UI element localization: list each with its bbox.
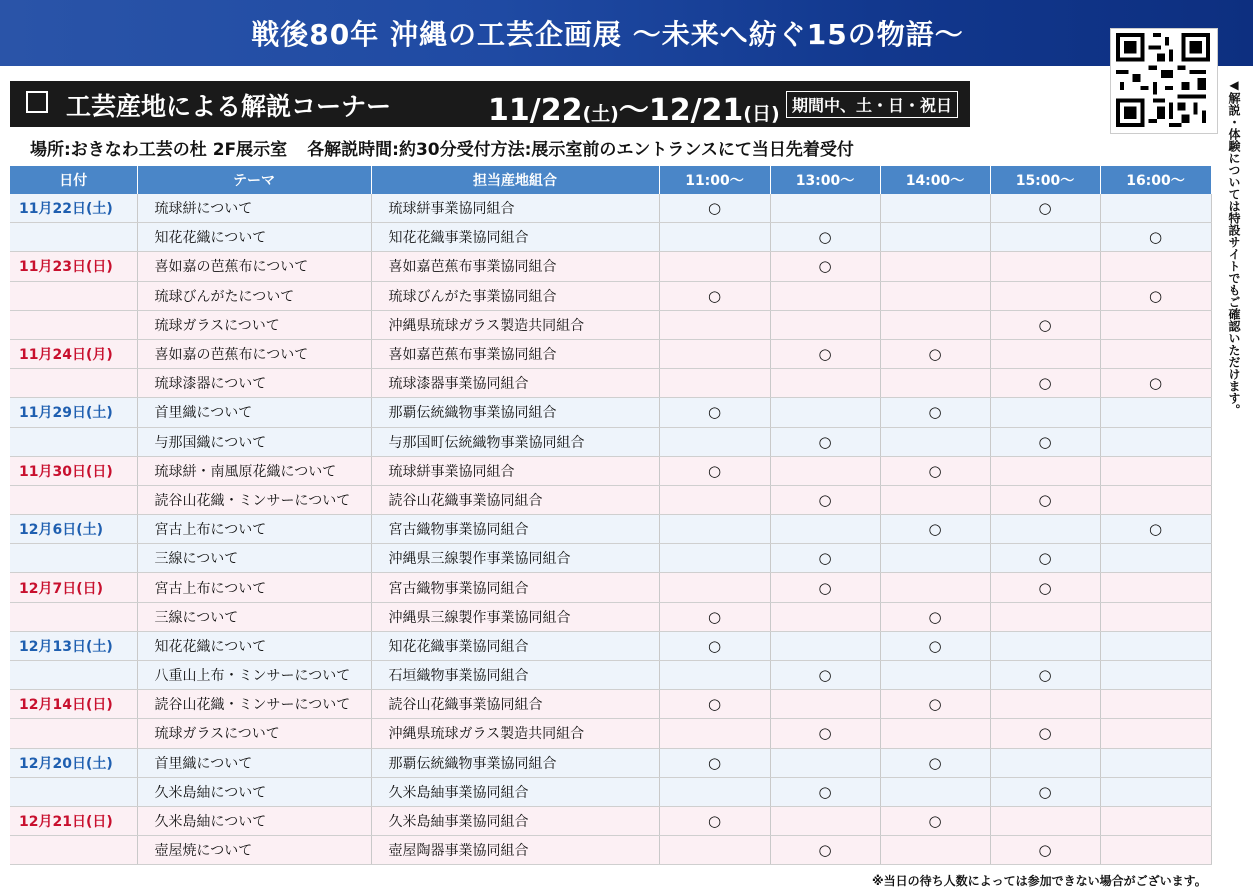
row-slot-mark — [770, 602, 880, 631]
row-slot-mark: ○ — [990, 777, 1100, 806]
header-theme: テーマ — [137, 166, 371, 194]
row-slot-mark — [880, 427, 990, 456]
side-note: ◀解説・体験については特設サイトでもご確認いただけます。 — [1227, 78, 1241, 416]
row-slot-mark: ○ — [770, 661, 880, 690]
row-slot-mark: ○ — [990, 719, 1100, 748]
row-slot-mark — [990, 398, 1100, 427]
row-union: 琉球絣事業協同組合 — [371, 194, 659, 223]
row-date — [10, 281, 137, 310]
row-theme: 琉球絣について — [137, 194, 371, 223]
header-slot-1300: 13:00〜 — [770, 166, 880, 194]
row-slot-mark — [1100, 194, 1211, 223]
row-slot-mark: ○ — [880, 515, 990, 544]
row-slot-mark — [880, 777, 990, 806]
row-union: 那覇伝統織物事業協同組合 — [371, 398, 659, 427]
row-slot-mark: ○ — [990, 485, 1100, 514]
table-row — [10, 573, 1211, 602]
row-slot-mark: ○ — [770, 252, 880, 281]
row-slot-mark — [770, 748, 880, 777]
row-union: 琉球絣事業協同組合 — [371, 456, 659, 485]
row-slot-mark — [880, 836, 990, 865]
table-row — [10, 398, 1211, 427]
row-slot-mark: ○ — [770, 719, 880, 748]
row-slot-mark — [990, 456, 1100, 485]
table-row — [10, 836, 1211, 865]
table-row — [10, 223, 1211, 252]
row-slot-mark — [880, 252, 990, 281]
row-slot-mark: ○ — [770, 544, 880, 573]
row-date: 11月22日(土) — [10, 194, 137, 223]
info-line — [30, 135, 874, 160]
table-row — [10, 544, 1211, 573]
date-start: 11/22 — [488, 93, 583, 128]
row-slot-mark: ○ — [659, 748, 770, 777]
footer-note: ※当日の待ち人数によっては参加できない場合がございます。 — [872, 874, 1207, 888]
row-slot-mark — [990, 690, 1100, 719]
row-date — [10, 661, 137, 690]
row-slot-mark — [770, 281, 880, 310]
row-date — [10, 310, 137, 339]
row-slot-mark — [990, 515, 1100, 544]
row-slot-mark: ○ — [659, 690, 770, 719]
row-date: 11月24日(月) — [10, 339, 137, 368]
banner — [0, 0, 1253, 66]
row-slot-mark: ○ — [770, 485, 880, 514]
table-row — [10, 281, 1211, 310]
row-slot-mark — [990, 252, 1100, 281]
row-slot-mark — [1100, 485, 1211, 514]
row-slot-mark — [880, 223, 990, 252]
row-date: 12月13日(土) — [10, 631, 137, 660]
place-text: 場所:おきなわ工芸の杜 2F展示室 — [30, 140, 288, 160]
row-slot-mark — [1100, 427, 1211, 456]
row-slot-mark — [659, 777, 770, 806]
table-row — [10, 806, 1211, 835]
date-end-day: (日) — [743, 103, 780, 125]
table-row — [10, 485, 1211, 514]
row-theme: 宮古上布について — [137, 515, 371, 544]
row-slot-mark: ○ — [990, 427, 1100, 456]
row-slot-mark — [990, 602, 1100, 631]
row-union: 知花花織事業協同組合 — [371, 223, 659, 252]
row-slot-mark: ○ — [659, 806, 770, 835]
row-slot-mark: ○ — [880, 631, 990, 660]
table-row — [10, 310, 1211, 339]
row-slot-mark: ○ — [990, 573, 1100, 602]
row-slot-mark: ○ — [659, 456, 770, 485]
row-slot-mark: ○ — [770, 573, 880, 602]
date-range — [488, 85, 780, 129]
row-slot-mark: ○ — [990, 836, 1100, 865]
row-slot-mark: ○ — [990, 310, 1100, 339]
row-slot-mark — [659, 252, 770, 281]
row-date — [10, 223, 137, 252]
row-date — [10, 602, 137, 631]
table-row — [10, 369, 1211, 398]
row-date — [10, 836, 137, 865]
table-row — [10, 515, 1211, 544]
row-slot-mark — [880, 281, 990, 310]
row-slot-mark: ○ — [990, 194, 1100, 223]
row-slot-mark: ○ — [880, 339, 990, 368]
row-union: 喜如嘉芭蕉布事業協同組合 — [371, 252, 659, 281]
row-slot-mark — [880, 369, 990, 398]
row-slot-mark — [1100, 544, 1211, 573]
row-slot-mark — [659, 369, 770, 398]
row-theme: 知花花織について — [137, 223, 371, 252]
row-slot-mark — [770, 456, 880, 485]
row-slot-mark — [1100, 748, 1211, 777]
row-union: 沖縄県琉球ガラス製造共同組合 — [371, 310, 659, 339]
row-date: 11月30日(日) — [10, 456, 137, 485]
row-slot-mark: ○ — [770, 427, 880, 456]
row-slot-mark — [1100, 339, 1211, 368]
table-row — [10, 252, 1211, 281]
row-slot-mark — [990, 281, 1100, 310]
row-slot-mark — [880, 719, 990, 748]
row-slot-mark — [659, 223, 770, 252]
table-row — [10, 661, 1211, 690]
row-slot-mark: ○ — [659, 281, 770, 310]
table-row — [10, 602, 1211, 631]
table-row — [10, 690, 1211, 719]
table-row — [10, 194, 1211, 223]
row-slot-mark: ○ — [770, 339, 880, 368]
row-date — [10, 777, 137, 806]
row-theme: 壺屋焼について — [137, 836, 371, 865]
row-union: 読谷山花織事業協同組合 — [371, 485, 659, 514]
date-end: 12/21 — [648, 93, 744, 128]
table-row — [10, 427, 1211, 456]
section-title: 工芸産地による解説コーナー — [66, 92, 392, 121]
row-union: 喜如嘉芭蕉布事業協同組合 — [371, 339, 659, 368]
row-slot-mark — [990, 631, 1100, 660]
row-theme: 読谷山花織・ミンサーについて — [137, 485, 371, 514]
row-slot-mark — [1100, 777, 1211, 806]
header-slot-1500: 15:00〜 — [990, 166, 1100, 194]
schedule-table — [10, 166, 1212, 865]
row-union: 久米島紬事業協同組合 — [371, 806, 659, 835]
row-slot-mark — [1100, 602, 1211, 631]
row-union: 宮古織物事業協同組合 — [371, 573, 659, 602]
section-header-bar — [10, 81, 970, 127]
row-slot-mark — [659, 515, 770, 544]
row-slot-mark — [659, 544, 770, 573]
row-theme: 三線について — [137, 602, 371, 631]
header-slot-1400: 14:00〜 — [880, 166, 990, 194]
row-theme: 琉球ガラスについて — [137, 310, 371, 339]
row-slot-mark: ○ — [1100, 223, 1211, 252]
row-theme: 琉球ガラスについて — [137, 719, 371, 748]
row-slot-mark — [770, 806, 880, 835]
row-union: 久米島紬事業協同組合 — [371, 777, 659, 806]
table-row — [10, 777, 1211, 806]
table-row — [10, 631, 1211, 660]
table-row — [10, 719, 1211, 748]
row-slot-mark — [1100, 573, 1211, 602]
row-slot-mark: ○ — [770, 836, 880, 865]
row-slot-mark — [1100, 456, 1211, 485]
row-theme: 喜如嘉の芭蕉布について — [137, 339, 371, 368]
row-union: 読谷山花織事業協同組合 — [371, 690, 659, 719]
row-slot-mark — [1100, 806, 1211, 835]
row-slot-mark — [770, 631, 880, 660]
row-slot-mark — [659, 427, 770, 456]
row-slot-mark: ○ — [880, 690, 990, 719]
row-slot-mark: ○ — [1100, 515, 1211, 544]
table-header-row — [10, 166, 1211, 194]
row-theme: 三線について — [137, 544, 371, 573]
header-date: 日付 — [10, 166, 137, 194]
row-date: 11月29日(土) — [10, 398, 137, 427]
row-theme: 首里織について — [137, 398, 371, 427]
row-slot-mark — [770, 398, 880, 427]
row-slot-mark: ○ — [880, 602, 990, 631]
banner-title: 戦後80年 沖縄の工芸企画展 〜未来へ紡ぐ15の物語〜 — [251, 18, 964, 51]
row-slot-mark — [770, 515, 880, 544]
row-union: 沖縄県琉球ガラス製造共同組合 — [371, 719, 659, 748]
row-slot-mark: ○ — [770, 223, 880, 252]
row-slot-mark — [770, 690, 880, 719]
header-union: 担当産地組合 — [371, 166, 659, 194]
row-slot-mark — [659, 485, 770, 514]
row-date: 12月6日(土) — [10, 515, 137, 544]
row-date — [10, 485, 137, 514]
row-slot-mark — [880, 573, 990, 602]
row-slot-mark — [1100, 631, 1211, 660]
row-theme: 久米島紬について — [137, 777, 371, 806]
table-row — [10, 748, 1211, 777]
row-slot-mark — [1100, 398, 1211, 427]
row-slot-mark — [1100, 252, 1211, 281]
row-union: 壺屋陶器事業協同組合 — [371, 836, 659, 865]
row-theme: 首里織について — [137, 748, 371, 777]
row-slot-mark — [880, 194, 990, 223]
row-slot-mark: ○ — [880, 456, 990, 485]
row-slot-mark: ○ — [659, 602, 770, 631]
date-start-day: (土) — [582, 103, 619, 125]
row-slot-mark — [990, 806, 1100, 835]
table-row — [10, 339, 1211, 368]
row-theme: 琉球絣・南風原花織について — [137, 456, 371, 485]
checkbox-icon — [26, 91, 48, 113]
row-slot-mark — [880, 485, 990, 514]
row-slot-mark: ○ — [880, 806, 990, 835]
row-theme: 喜如嘉の芭蕉布について — [137, 252, 371, 281]
row-slot-mark — [659, 573, 770, 602]
row-slot-mark: ○ — [990, 544, 1100, 573]
row-date: 12月20日(土) — [10, 748, 137, 777]
row-theme: 与那国織について — [137, 427, 371, 456]
row-slot-mark — [659, 310, 770, 339]
date-tilde: 〜 — [618, 93, 649, 128]
table-row — [10, 456, 1211, 485]
row-slot-mark: ○ — [659, 631, 770, 660]
row-slot-mark — [770, 194, 880, 223]
row-date — [10, 544, 137, 573]
row-slot-mark — [770, 369, 880, 398]
row-union: 那覇伝統織物事業協同組合 — [371, 748, 659, 777]
row-theme: 八重山上布・ミンサーについて — [137, 661, 371, 690]
period-badge: 期間中、土・日・祝日 — [786, 91, 958, 118]
row-slot-mark — [1100, 661, 1211, 690]
row-slot-mark: ○ — [1100, 369, 1211, 398]
row-union: 宮古織物事業協同組合 — [371, 515, 659, 544]
row-slot-mark: ○ — [1100, 281, 1211, 310]
row-slot-mark — [659, 661, 770, 690]
row-theme: 久米島紬について — [137, 806, 371, 835]
row-date — [10, 719, 137, 748]
row-date: 12月21日(日) — [10, 806, 137, 835]
row-theme: 琉球びんがたについて — [137, 281, 371, 310]
row-slot-mark — [659, 836, 770, 865]
row-slot-mark — [1100, 690, 1211, 719]
row-slot-mark: ○ — [880, 748, 990, 777]
row-slot-mark — [1100, 719, 1211, 748]
row-date — [10, 427, 137, 456]
row-slot-mark — [880, 544, 990, 573]
row-slot-mark: ○ — [990, 369, 1100, 398]
row-date: 12月7日(日) — [10, 573, 137, 602]
row-slot-mark — [880, 661, 990, 690]
row-date: 11月23日(日) — [10, 252, 137, 281]
row-union: 知花花織事業協同組合 — [371, 631, 659, 660]
row-theme: 宮古上布について — [137, 573, 371, 602]
row-union: 石垣織物事業協同組合 — [371, 661, 659, 690]
header-slot-1600: 16:00〜 — [1100, 166, 1211, 194]
row-slot-mark — [990, 223, 1100, 252]
row-slot-mark: ○ — [770, 777, 880, 806]
row-union: 琉球漆器事業協同組合 — [371, 369, 659, 398]
row-theme: 琉球漆器について — [137, 369, 371, 398]
row-slot-mark: ○ — [880, 398, 990, 427]
row-slot-mark: ○ — [990, 661, 1100, 690]
row-slot-mark — [1100, 836, 1211, 865]
header-slot-1100: 11:00〜 — [659, 166, 770, 194]
row-date — [10, 369, 137, 398]
row-slot-mark: ○ — [659, 398, 770, 427]
row-slot-mark — [990, 339, 1100, 368]
row-slot-mark — [990, 748, 1100, 777]
row-date: 12月14日(日) — [10, 690, 137, 719]
row-slot-mark — [880, 310, 990, 339]
row-slot-mark — [659, 719, 770, 748]
row-theme: 読谷山花織・ミンサーについて — [137, 690, 371, 719]
time-text: 各解説時間:約30分受付方法:展示室前のエントランスにて当日先着受付 — [307, 140, 854, 160]
row-slot-mark: ○ — [659, 194, 770, 223]
row-theme: 知花花織について — [137, 631, 371, 660]
row-slot-mark — [770, 310, 880, 339]
row-union: 沖縄県三線製作事業協同組合 — [371, 602, 659, 631]
row-union: 琉球びんがた事業協同組合 — [371, 281, 659, 310]
row-slot-mark — [659, 339, 770, 368]
qr-code-icon[interactable] — [1110, 28, 1218, 134]
row-slot-mark — [1100, 310, 1211, 339]
row-union: 沖縄県三線製作事業協同組合 — [371, 544, 659, 573]
row-union: 与那国町伝統織物事業協同組合 — [371, 427, 659, 456]
